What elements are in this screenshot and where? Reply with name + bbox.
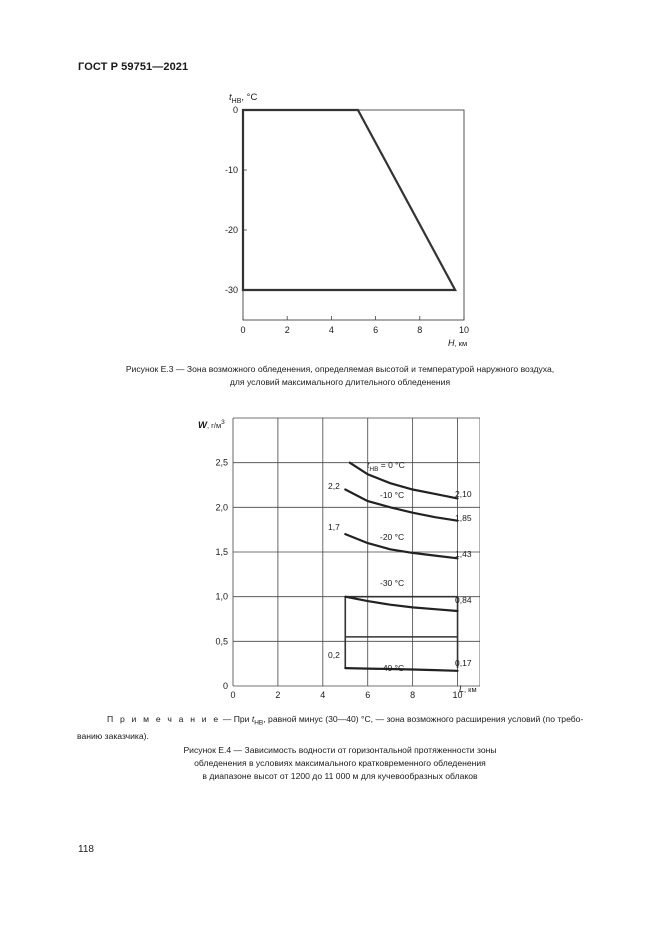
e3-x-tick-label: 10 bbox=[458, 325, 470, 335]
curve-label-minus-10: -10 °С bbox=[380, 490, 405, 500]
e3-x-tick-label: 0 bbox=[240, 325, 246, 335]
e4-y-tick-label: 2,0 bbox=[215, 502, 228, 513]
e3-y-tick-label: -20 bbox=[224, 225, 238, 235]
figure-e3-chart bbox=[215, 88, 475, 353]
e3-tick-labels bbox=[225, 105, 469, 335]
start-value-0-2: 0,2 bbox=[328, 650, 340, 660]
e3-grid bbox=[243, 110, 464, 320]
figure-e4-chart bbox=[195, 410, 480, 700]
e4-curve-3 bbox=[345, 597, 457, 611]
e3-y-tick-label: -10 bbox=[224, 165, 238, 175]
start-value-1-7: 1,7 bbox=[328, 522, 340, 532]
curve-label-minus-40: -40 °С bbox=[380, 663, 405, 673]
end-value-2-10: 2,10 bbox=[455, 489, 472, 499]
end-value-1-85: 1,85 bbox=[455, 513, 472, 523]
e4-x-tick-label: 0 bbox=[230, 690, 236, 700]
figure-e4-caption: Рисунок Е.4 — Зависимость водности от горизонтальной протяженности зоны обледенения в условиях максимального кратковременного обледенения в диапазоне высот от 1200 до 11 000 м для кучевообразных облаков bbox=[183, 745, 497, 781]
e4-y-tick-label: 1,5 bbox=[215, 547, 228, 557]
e3-x-axis-label: H, км bbox=[448, 338, 468, 348]
e4-y-tick-label: 2,5 bbox=[215, 457, 228, 468]
curve-label-0: $t_{НВ} = 0$ °С bbox=[367, 460, 405, 473]
e4-x-tick-label: 4 bbox=[320, 690, 326, 700]
end-value-0-17: 0,17 bbox=[455, 658, 472, 668]
e4-zone-box bbox=[345, 597, 457, 668]
document-header: ГОСТ Р 59751—2021 bbox=[78, 61, 189, 73]
end-value-0-84: 0,84 bbox=[455, 595, 472, 605]
figure-note: П р и м е ч а н и е — При $t_{НВ}$, равной минус (30—40) °С, — зона возможного расширения условий (по требо- ванию заказчика). bbox=[77, 714, 584, 741]
e3-x-tick-label: 8 bbox=[417, 325, 423, 335]
e4-x-axis-label: L, км bbox=[459, 684, 477, 694]
e3-y-tick-label: 0 bbox=[232, 105, 238, 115]
page-number: 118 bbox=[78, 844, 94, 855]
end-value-1-43: 1,43 bbox=[455, 549, 472, 559]
e3-x-tick-label: 2 bbox=[284, 325, 290, 335]
e4-x-tick-label: 6 bbox=[365, 690, 371, 700]
e4-y-tick-label: 1,0 bbox=[215, 591, 228, 602]
e3-frame bbox=[243, 110, 464, 320]
start-value-2-2: 2,2 bbox=[328, 481, 340, 491]
e3-y-axis-label: $t_{НВ}$, °С bbox=[229, 92, 258, 105]
curve-label-minus-20: -20 °С bbox=[380, 532, 405, 542]
figure-e3-caption: Рисунок Е.3 — Зона возможного обледенения, определяемая высотой и температурой наружного воздуха, для условий максимального длительного обледенения bbox=[125, 364, 555, 387]
e3-zone-polygon bbox=[243, 110, 455, 290]
e3-y-tick-label: -30 bbox=[224, 285, 238, 295]
e4-tick-labels bbox=[215, 458, 462, 700]
curve-label-minus-30: -30 °С bbox=[380, 578, 405, 588]
e4-x-tick-label: 8 bbox=[410, 690, 416, 700]
e4-y-axis-label: W, $г/м^3$ bbox=[198, 419, 225, 431]
e3-x-tick-label: 4 bbox=[328, 325, 334, 335]
e4-x-tick-label: 2 bbox=[275, 690, 281, 700]
e4-grid bbox=[233, 418, 480, 686]
e4-x-tick-label: 10 bbox=[452, 690, 463, 700]
e4-y-tick-label: 0 bbox=[222, 681, 228, 691]
e3-x-tick-label: 6 bbox=[373, 325, 379, 335]
e4-y-tick-label: 0,5 bbox=[215, 636, 228, 647]
